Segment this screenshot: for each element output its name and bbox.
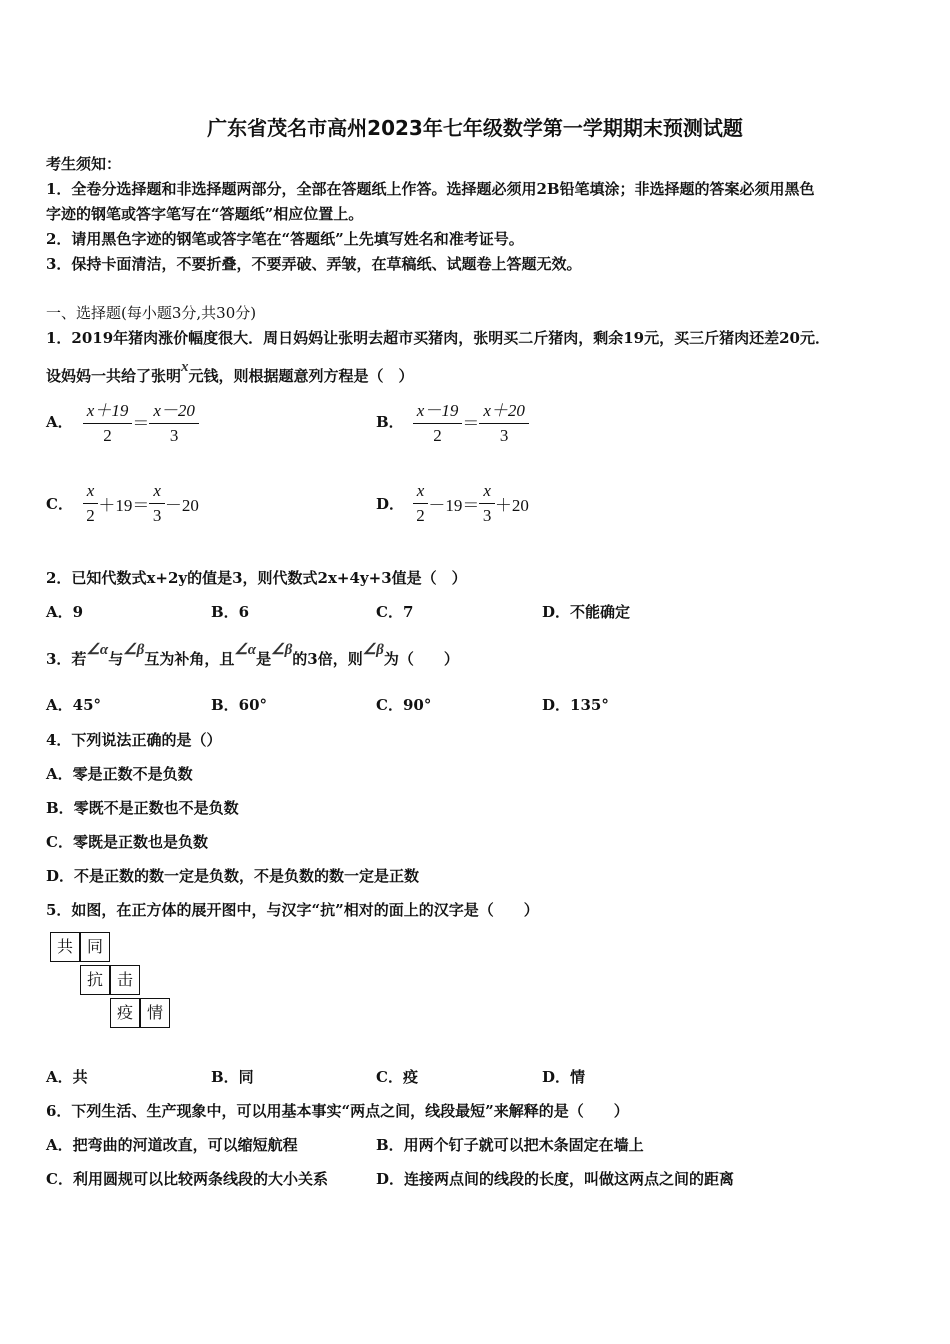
q1-c-den2: 3: [152, 506, 162, 525]
q5-option-d[interactable]: D．情: [542, 1068, 586, 1086]
q1-a-equals: ＝: [132, 413, 150, 433]
notice-line-1b: 字迹的钢笔或答字笔写在“答题纸”相应位置上。: [46, 205, 364, 223]
q3-option-d[interactable]: D．135°: [542, 696, 609, 714]
q1-option-b-label: B．: [376, 412, 404, 431]
net-cell-ji: 击: [110, 965, 140, 995]
q4-option-a[interactable]: A．零是正数不是负数: [46, 765, 193, 783]
notice-line-3: 3．保持卡面清洁，不要折叠，不要弄破、弄皱，在草稿纸、试题卷上答题无效。: [46, 255, 582, 273]
q1-a-fraction-left: [83, 396, 133, 446]
q3-angle-alpha-2: ∠α: [234, 642, 257, 658]
q3-angle-beta-1: ∠β: [123, 642, 145, 658]
q2-option-d[interactable]: D．不能确定: [542, 603, 631, 621]
q1-d-middle: －19＝: [428, 496, 480, 515]
q1-option-a[interactable]: [46, 396, 199, 446]
q1-b-equals: ＝: [462, 413, 480, 433]
q1-stem-line1: 1．2019年猪肉涨价幅度很大．周日妈妈让张明去超市买猪肉，张明买二斤猪肉，剩余19元，买三斤猪肉还差20元．: [46, 329, 830, 347]
q1-b-fraction-left: [413, 396, 463, 446]
q1-c-den1: 2: [86, 506, 95, 525]
q1-d-fraction-right: [479, 481, 495, 526]
q1-c-fraction-left: [83, 481, 99, 526]
q6-option-d[interactable]: D．连接两点间的线段的长度，叫做这两点之间的距离: [376, 1170, 735, 1188]
q1-option-c[interactable]: [46, 481, 199, 526]
q5-stem: 5．如图，在正方体的展开图中，与汉字“抗”相对的面上的汉字是（ ）: [46, 901, 539, 919]
q1-b-den1: 2: [433, 426, 442, 445]
q3-text-4: 是: [256, 650, 272, 668]
q1-stem-part1: 设妈妈一共给了张明: [46, 367, 182, 385]
q5-option-c[interactable]: C．疫: [376, 1068, 418, 1086]
q5-option-a[interactable]: A．共: [46, 1068, 88, 1086]
q4-option-b[interactable]: B．零既不是正数也不是负数: [46, 799, 239, 817]
q2-option-a[interactable]: A．9: [46, 603, 84, 621]
q3-angle-beta-3: ∠β: [362, 642, 384, 658]
net-cell-tong: 同: [80, 932, 110, 962]
q1-c-num2: x: [149, 481, 165, 504]
q3-text-1: 3．若: [46, 650, 87, 668]
q1-option-c-label: C．: [46, 495, 73, 513]
q1-a-num1: x＋19: [83, 396, 133, 424]
q3-option-b[interactable]: B．60°: [211, 696, 268, 714]
q1-d-den1: 2: [416, 506, 425, 525]
q3-text-3: 互为补角，且: [144, 650, 235, 668]
q1-a-fraction-right: [149, 396, 199, 446]
q3-angle-alpha-1: ∠α: [86, 642, 109, 658]
q2-stem: 2．已知代数式x+2y的值是3，则代数式2x+4y+3值是（ ）: [46, 569, 467, 587]
q6-option-a[interactable]: A．把弯曲的河道改直，可以缩短航程: [46, 1136, 298, 1154]
q4-stem: 4．下列说法正确的是（）: [46, 731, 222, 749]
q4-option-d[interactable]: D．不是正数的数一定是负数，不是负数的数一定是正数: [46, 867, 420, 885]
q1-d-den2: 3: [482, 506, 492, 525]
net-cell-kang: 抗: [80, 965, 110, 995]
notice-heading: 考生须知：: [46, 155, 122, 173]
q1-b-fraction-right: [479, 396, 529, 446]
q1-d-fraction-left: [413, 481, 429, 526]
q1-stem-part2: 元钱，则根据题意列方程是（ ）: [188, 367, 414, 385]
q1-option-d[interactable]: [376, 481, 529, 526]
page-title: 广东省茂名市高州2023年七年级数学第一学期期末预测试题: [207, 116, 743, 140]
q6-option-b[interactable]: B．用两个钉子就可以把木条固定在墙上: [376, 1136, 644, 1154]
net-cell-qing: 情: [140, 998, 170, 1028]
q1-c-middle: ＋19＝: [98, 496, 150, 515]
q2-option-b[interactable]: B．6: [211, 603, 250, 621]
q3-option-c[interactable]: C．90°: [376, 696, 432, 714]
q3-stem: [46, 642, 459, 669]
q3-text-6: 为（ ）: [383, 650, 459, 668]
section-heading: 一、选择题(每小题3分,共30分): [46, 304, 257, 322]
q1-a-den1: 2: [103, 426, 112, 445]
notice-line-2: 2．请用黑色字迹的钢笔或答字笔在“答题纸”上先填写姓名和准考证号。: [46, 230, 524, 248]
q1-a-num2: x－20: [149, 396, 199, 424]
net-cell-gong: 共: [50, 932, 80, 962]
q1-d-num2: x: [479, 481, 495, 504]
q1-d-num1: x: [413, 481, 429, 504]
q1-stem-line2: [46, 359, 414, 386]
q3-text-2: 与: [108, 650, 124, 668]
q3-text-5: 的3倍，则: [292, 650, 363, 668]
cube-net-figure: [50, 932, 180, 1032]
q1-a-den2: 3: [169, 426, 179, 445]
q4-option-c[interactable]: C．零既是正数也是负数: [46, 833, 208, 851]
q6-option-c[interactable]: C．利用圆规可以比较两条线段的大小关系: [46, 1170, 328, 1188]
q1-c-num1: x: [83, 481, 99, 504]
q3-angle-beta-2: ∠β: [271, 642, 293, 658]
q1-option-b[interactable]: [376, 396, 529, 446]
notice-line-1a: 1．全卷分选择题和非选择题两部分，全部在答题纸上作答。选择题必须用2B铅笔填涂；非选择题的答案必须用黑色: [46, 180, 815, 198]
net-cell-yi: 疫: [110, 998, 140, 1028]
q1-b-num2: x＋20: [479, 396, 529, 424]
q1-b-den2: 3: [499, 426, 509, 445]
q5-option-b[interactable]: B．同: [211, 1068, 254, 1086]
q2-option-c[interactable]: C．7: [376, 603, 414, 621]
q1-option-a-label: A．: [46, 412, 73, 431]
q1-c-tail: －20: [164, 496, 199, 515]
q1-variable: x: [181, 359, 189, 375]
q3-option-a[interactable]: A．45°: [46, 696, 102, 714]
q1-option-d-label: D．: [376, 495, 405, 513]
q1-b-num1: x－19: [413, 396, 463, 424]
q1-c-fraction-right: [149, 481, 165, 526]
q1-d-tail: ＋20: [494, 496, 529, 515]
q6-stem: 6．下列生活、生产现象中，可以用基本事实“两点之间，线段最短”来解释的是（ ）: [46, 1102, 629, 1120]
